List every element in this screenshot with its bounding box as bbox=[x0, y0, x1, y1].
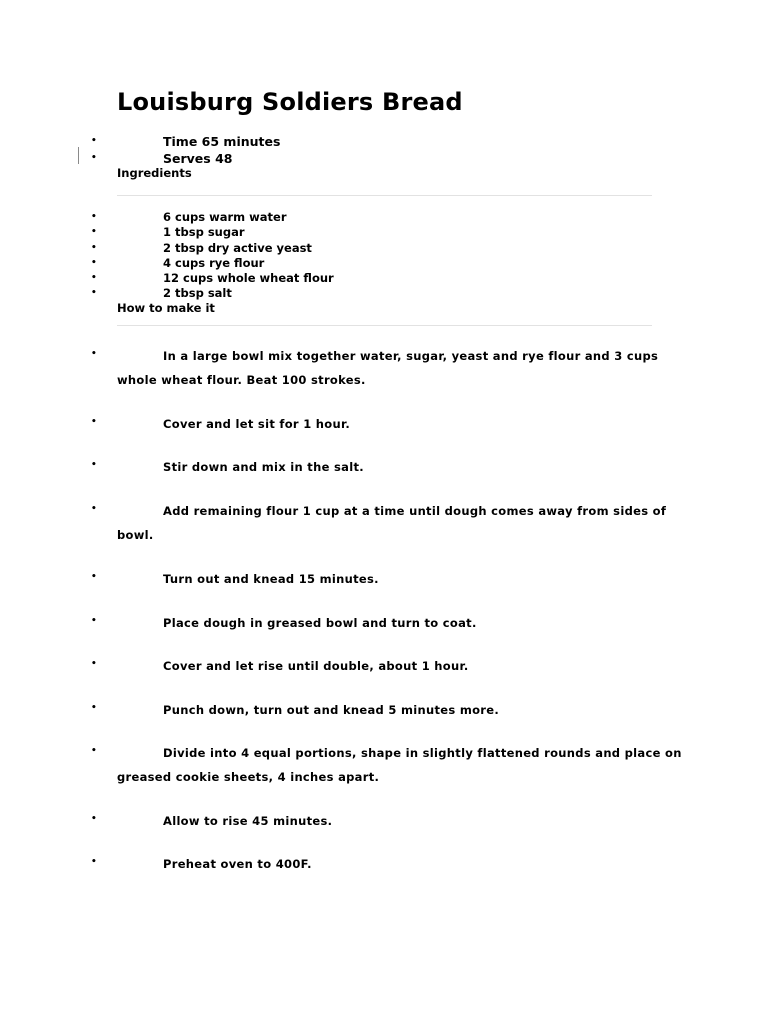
step-text: Punch down, turn out and knead 5 minutes more. bbox=[163, 703, 500, 717]
bullet-icon: • bbox=[91, 212, 97, 222]
step-text: Divide into 4 equal portions, shape in slightly flattened rounds and place on bbox=[163, 746, 682, 760]
step-text: Preheat oven to 400F. bbox=[163, 857, 312, 871]
bullet-icon: • bbox=[91, 814, 98, 824]
step-text: Turn out and knead 15 minutes. bbox=[163, 572, 379, 586]
step-text-continued: whole wheat flour. Beat 100 strokes. bbox=[117, 373, 366, 387]
ingredient-text: 4 cups rye flour bbox=[163, 255, 265, 270]
meta-time-text: Time 65 minutes bbox=[163, 134, 281, 149]
step-text: Allow to rise 45 minutes. bbox=[163, 814, 333, 828]
step-text: In a large bowl mix together water, sugar, yeast and rye flour and 3 cups bbox=[163, 349, 659, 363]
bullet-icon: • bbox=[91, 153, 97, 163]
bullet-icon: • bbox=[91, 257, 97, 268]
ingredient-text: 2 tbsp dry active yeast bbox=[163, 240, 312, 255]
ingredients-divider bbox=[117, 195, 652, 196]
bullet-icon: • bbox=[91, 227, 97, 238]
step-text: Cover and let sit for 1 hour. bbox=[163, 417, 350, 431]
method-divider bbox=[117, 325, 652, 326]
method-heading: How to make it bbox=[117, 301, 215, 315]
bullet-icon: • bbox=[91, 616, 98, 626]
bullet-icon: • bbox=[91, 504, 98, 514]
bullet-icon: • bbox=[91, 417, 98, 427]
bullet-icon: • bbox=[91, 857, 98, 867]
ingredient-text: 6 cups warm water bbox=[163, 210, 287, 224]
bullet-icon: • bbox=[91, 349, 98, 359]
meta-serves-text: Serves 48 bbox=[163, 151, 233, 166]
bullet-icon: • bbox=[91, 273, 97, 284]
ingredient-text: 1 tbsp sugar bbox=[163, 225, 245, 240]
bullet-icon: • bbox=[91, 703, 98, 713]
step-text-continued: greased cookie sheets, 4 inches apart. bbox=[117, 770, 380, 784]
bullet-icon: • bbox=[91, 288, 97, 299]
ingredient-text: 2 tbsp salt bbox=[163, 286, 232, 301]
text-cursor-mark bbox=[78, 147, 79, 164]
step-text: Place dough in greased bowl and turn to coat. bbox=[163, 616, 477, 630]
bullet-icon: • bbox=[91, 136, 97, 146]
ingredients-heading: Ingredients bbox=[117, 166, 192, 180]
step-text: Add remaining flour 1 cup at a time until dough comes away from sides of bbox=[163, 504, 667, 518]
step-text: Cover and let rise until double, about 1 hour. bbox=[163, 659, 469, 673]
bullet-icon: • bbox=[91, 659, 98, 669]
bullet-icon: • bbox=[91, 572, 98, 582]
step-text: Stir down and mix in the salt. bbox=[163, 460, 364, 474]
bullet-icon: • bbox=[91, 242, 97, 253]
page-title: Louisburg Soldiers Bread bbox=[117, 88, 463, 116]
bullet-icon: • bbox=[91, 460, 98, 470]
ingredient-text: 12 cups whole wheat flour bbox=[163, 271, 334, 286]
step-text-continued: bowl. bbox=[117, 528, 154, 542]
bullet-icon: • bbox=[91, 746, 98, 756]
